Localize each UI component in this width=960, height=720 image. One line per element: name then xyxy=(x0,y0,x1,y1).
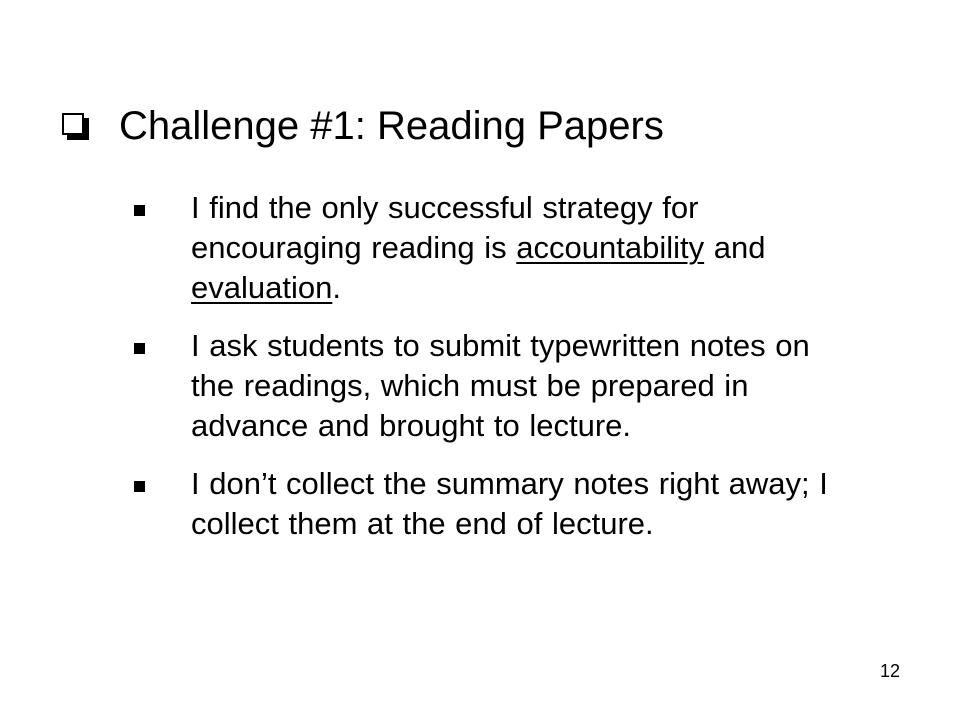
bullet-text xyxy=(191,188,842,308)
bullet-item xyxy=(122,326,842,446)
slide-title: Challenge #1: Reading Papers xyxy=(119,104,664,148)
bullet-text-part: I find the only successful strategy for encouraging reading is xyxy=(191,190,699,265)
square-bullet-icon xyxy=(134,343,145,354)
square-bullet-icon xyxy=(134,481,145,492)
checkbox-bullet-icon xyxy=(62,113,90,141)
bullet-item xyxy=(122,188,842,308)
bullet-list xyxy=(122,188,842,562)
bullet-item xyxy=(122,464,842,544)
bullet-text: I don’t collect the summary notes right away; I collect them at the end of lecture. xyxy=(191,466,828,541)
bullet-text-part: and xyxy=(704,230,766,265)
page-number: 12 xyxy=(879,661,900,681)
bullet-text-part: . xyxy=(332,270,341,305)
underlined-term: evaluation xyxy=(191,270,333,305)
slide-heading xyxy=(62,100,664,152)
square-bullet-icon xyxy=(134,205,145,216)
bullet-text: I ask students to submit typewritten notes on the readings, which must be prepared in advance and brought to lecture. xyxy=(191,328,810,443)
underlined-term: accountability xyxy=(516,230,705,265)
